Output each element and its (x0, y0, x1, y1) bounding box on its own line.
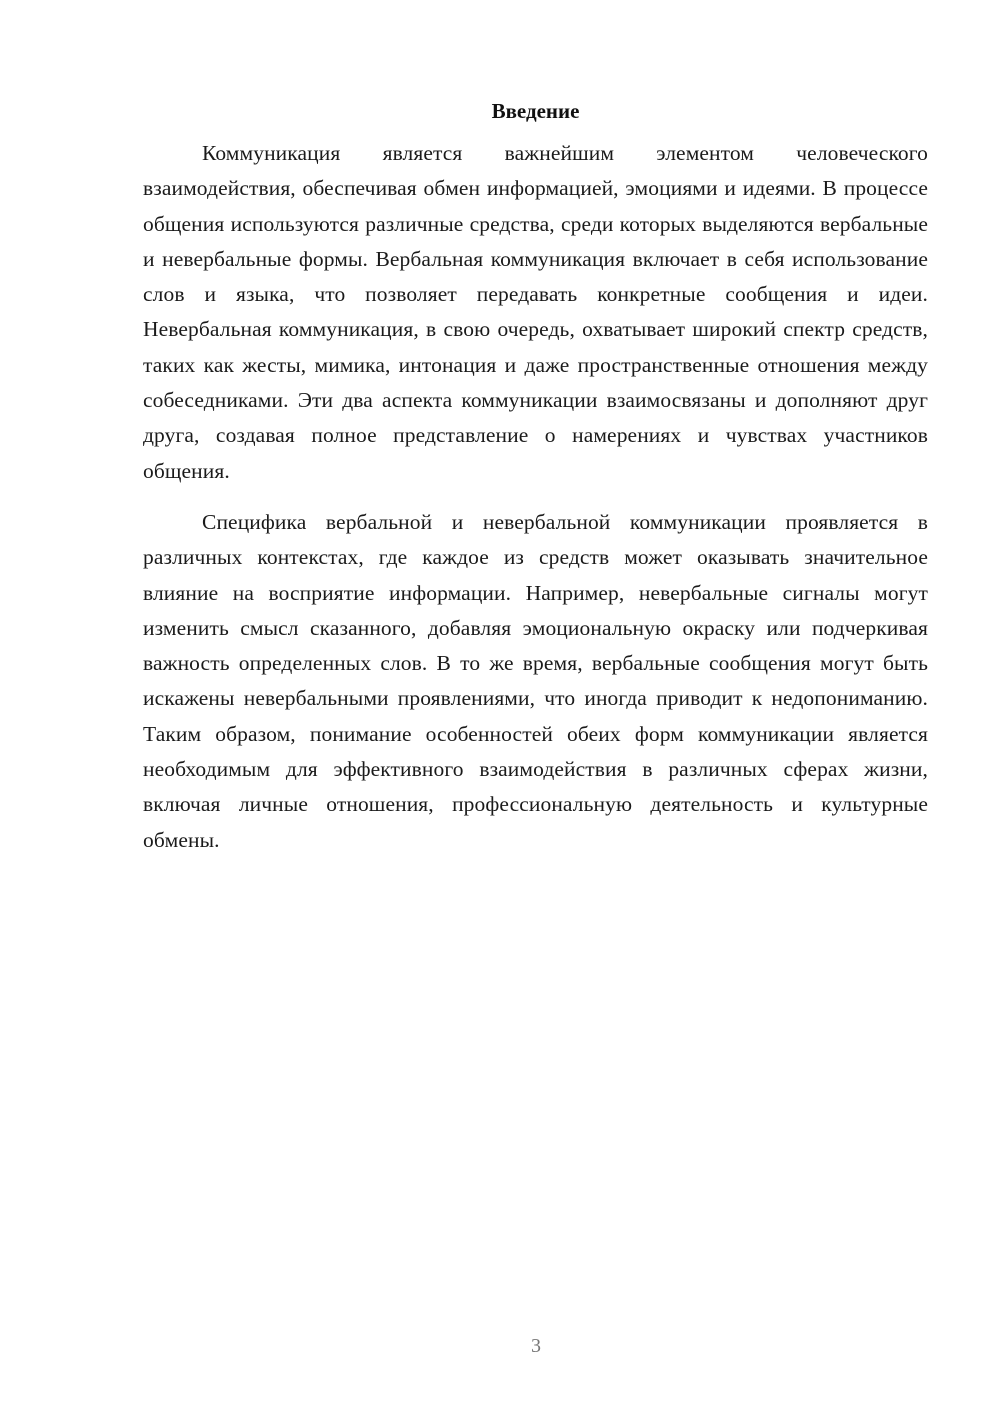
page-title: Введение (491, 99, 580, 123)
paragraph-introduction: Коммуникация является важнейшим элементом человеческого взаимодействия, обеспечивая обмен информацией, эмоциями и идеями. В процессе общения используются различные средства, среди которых выделяются вербальные и невербальные формы. Вербальная коммуникация включает в себя использование слов и языка, что позволяет передавать конкретные сообщения и идеи. Невербальная коммуникация, в свою очередь, охватывает широкий спектр средств, таких как жесты, мимика, интонация и даже пространственные отношения между собеседниками. Эти два аспекта коммуникации взаимосвязаны и дополняют друг друга, создавая полное представление о намерениях и чувствах участников общения. (143, 141, 928, 483)
page-number: 3 (531, 1335, 541, 1357)
page-content (143, 92, 928, 858)
paragraph-specifics: Специфика вербальной и невербальной коммуникации проявляется в различных контекстах, где каждое из средств может оказывать значительное влияние на восприятие информации. Например, невербальные сигналы могут изменить смысл сказанного, добавляя эмоциональную окраску или подчеркивая важность определенных слов. В то же время, вербальные сообщения могут быть искажены невербальными проявлениями, что иногда приводит к недопониманию. Таким образом, понимание особенностей обеих форм коммуникации является необходимым для эффективного взаимодействия в различных сферах жизни, включая личные отношения, профессиональную деятельность и культурные обмены. (143, 509, 928, 852)
